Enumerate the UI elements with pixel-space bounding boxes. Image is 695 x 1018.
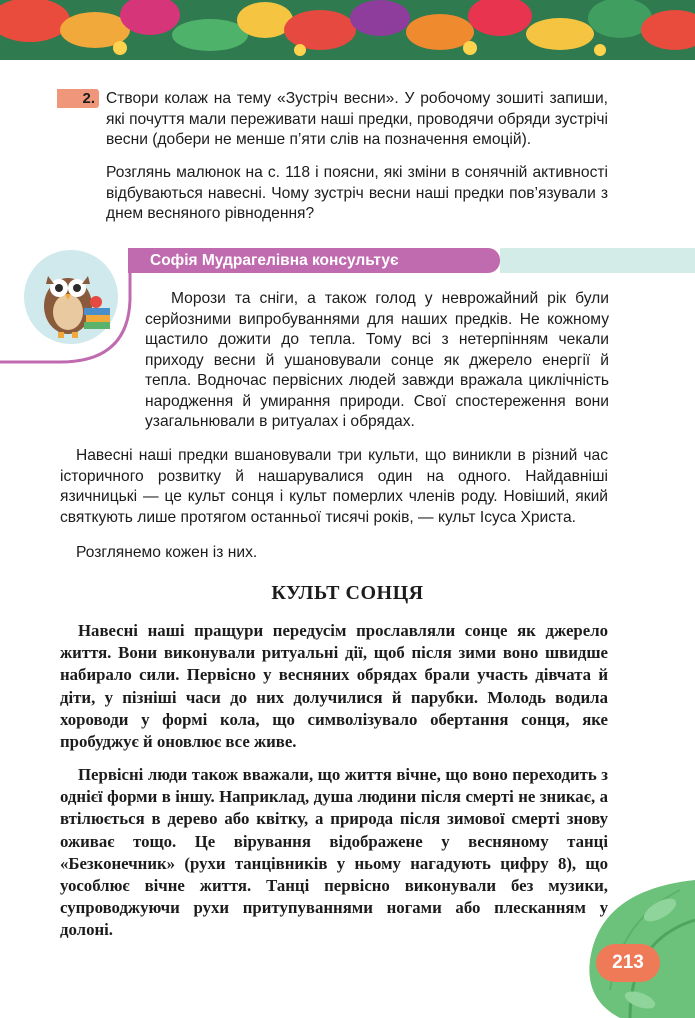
advice-strip-tail: [500, 248, 695, 273]
intro-paragraph-2: Розглянемо кожен із них.: [76, 544, 258, 561]
advice-text: Морози та сніги, а також голод у неврожайний рік були серйозними випробуваннями для наших предків. Не кожному щастило дожити до тепла. Тому всі з нетерпінням чекали приходу весни й ушановували сонце як джерело енергії й тепла. Водночас первісних людей завжди вражала циклічність народження й умирання природи. Свої спостереження вони узагальнювали в ритуалах і обрядах.: [145, 290, 609, 430]
task-text-2: Розглянь малюнок на с. 118 і поясни, які зміни в сонячній активності відбуваються навесні. Чому зустріч весни наші предки пов’язували з днем весняного рівнодення?: [106, 164, 608, 222]
task-number-badge: 2.: [57, 89, 99, 108]
section-paragraph-2: Первісні люди також вважали, що життя вічне, що воно переходить з однієї форми в іншу. Наприклад, душа людини після смерті не зникає, а втілюється в дерево або квітку, а природа після зимової смерті знову оживає тощо. Це вірування відображене у весняному танці «Безконечник» (рухи танцівників у ньому нагадують цифру 8), що уособлює вічне життя. Танці первісно виконували без музики, супроводжуючи рухи притупуваннями ногами або плесканням у долоні.: [60, 765, 608, 940]
section-paragraph-1: Навесні наші пращури передусім прославляли сонце як джерело життя. Вони виконували ритуальні дії, щоб після зими воно швидше набирало сили. Первісно у весняних обрядах брали участь дівчата й діти, у пізніші часи до них долучилися й парубки. Молодь водила хороводи у формі кола, що символізувало обертання сонця, яке пробуджує й оновлює все живе.: [60, 621, 608, 752]
task-text: Створи колаж на тему «Зустріч весни». У робочому зошиті запиши, які почуття мали переживати наші предки, проводячи обряди зустрічі весни (добери не менше п’яти слів на позначення емоцій).: [106, 90, 608, 148]
intro-paragraph: Навесні наші предки вшановували три культи, що виникли в різний час історичного розвитку й нашарувалися один на одного. Найдавніші язичницькі — це культ сонця і культ померлих членів роду. Новіший, який святкують лише протягом останньої тисячі років, — культ Ісуса Христа.: [60, 447, 608, 526]
owl-illustration: [22, 248, 120, 346]
section-heading: КУЛЬТ СОНЦЯ: [271, 582, 424, 604]
floral-banner: [0, 0, 695, 72]
advice-title: Софія Мудрагелівна консультує: [150, 252, 399, 269]
page-number: 213: [596, 944, 660, 982]
